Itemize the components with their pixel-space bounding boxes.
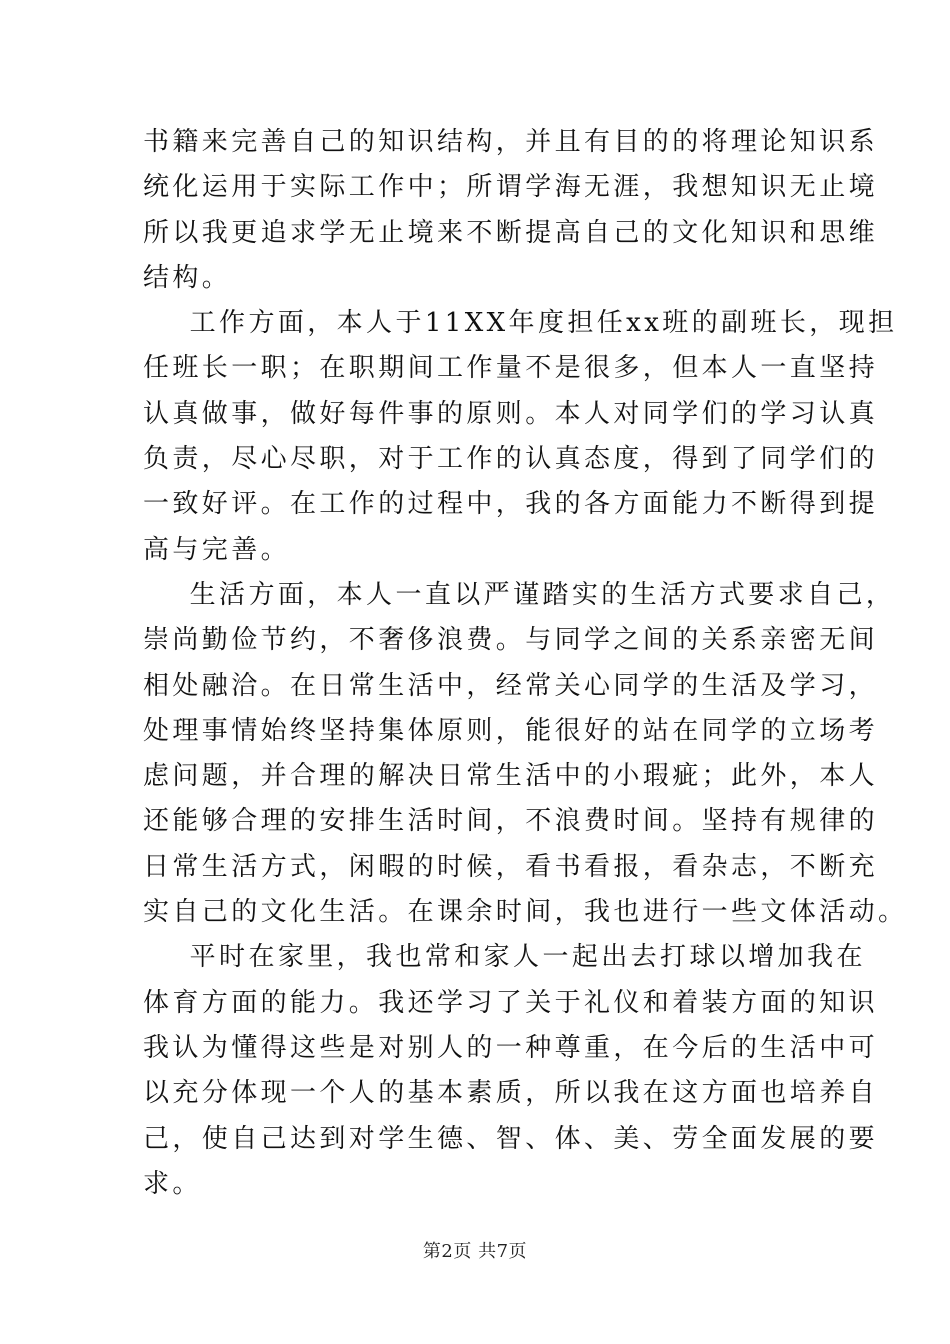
text-line: 统化运用于实际工作中；所谓学海无涯，我想知识无止境 — [143, 172, 879, 203]
page-number-footer: 第2页 共7页 — [422, 1241, 528, 1262]
text-line: 平时在家里，我也常和家人一起出去打球以增加我在 — [143, 942, 866, 973]
text-line: 所以我更追求学无止境来不断提高自己的文化知识和思维 — [143, 217, 879, 248]
text-line: 生活方面，本人一直以严谨踏实的生活方式要求自己， — [143, 579, 896, 610]
text-line: 以充分体现一个人的基本素质，所以我在这方面也培养自 — [143, 1078, 879, 1109]
text-line: 崇尚勤俭节约，不奢侈浪费。与同学之间的关系亲密无间 — [143, 625, 879, 656]
text-line: 高与完善。 — [143, 534, 291, 565]
text-line: 体育方面的能力。我还学习了关于礼仪和着装方面的知识 — [143, 987, 879, 1018]
text-line: 相处融洽。在日常生活中，经常关心同学的生活及学习， — [143, 670, 879, 701]
text-line: 负责，尽心尽职，对于工作的认真态度，得到了同学们的 — [143, 444, 879, 475]
document-body — [143, 120, 908, 1207]
text-line: 己，使自己达到对学生德、智、体、美、劳全面发展的要 — [143, 1123, 879, 1154]
text-line: 虑问题，并合理的解决日常生活中的小瑕疵；此外，本人 — [143, 761, 879, 792]
text-line: 处理事情始终坚持集体原则，能很好的站在同学的立场考 — [143, 715, 879, 746]
text-line: 一致好评。在工作的过程中，我的各方面能力不断得到提 — [143, 489, 879, 520]
text-line: 实自己的文化生活。在课余时间，我也进行一些文体活动。 — [143, 897, 908, 928]
text-line: 认真做事，做好每件事的原则。本人对同学们的学习认真 — [143, 398, 879, 429]
text-line: 我认为懂得这些是对别人的一种尊重，在今后的生活中可 — [143, 1032, 879, 1063]
text-line: 书籍来完善自己的知识结构，并且有目的的将理论知识系 — [143, 127, 879, 157]
text-line: 日常生活方式，闲暇的时候，看书看报，看杂志，不断充 — [143, 851, 879, 882]
text-line: 还能够合理的安排生活时间，不浪费时间。坚持有规律的 — [143, 806, 879, 837]
text-line: 结构。 — [143, 262, 232, 293]
text-line: 任班长一职；在职期间工作量不是很多，但本人一直坚持 — [143, 353, 879, 384]
text-line: 工作方面，本人于11XX年度担任xx班的副班长，现担 — [143, 308, 898, 339]
text-line: 求。 — [143, 1168, 202, 1199]
